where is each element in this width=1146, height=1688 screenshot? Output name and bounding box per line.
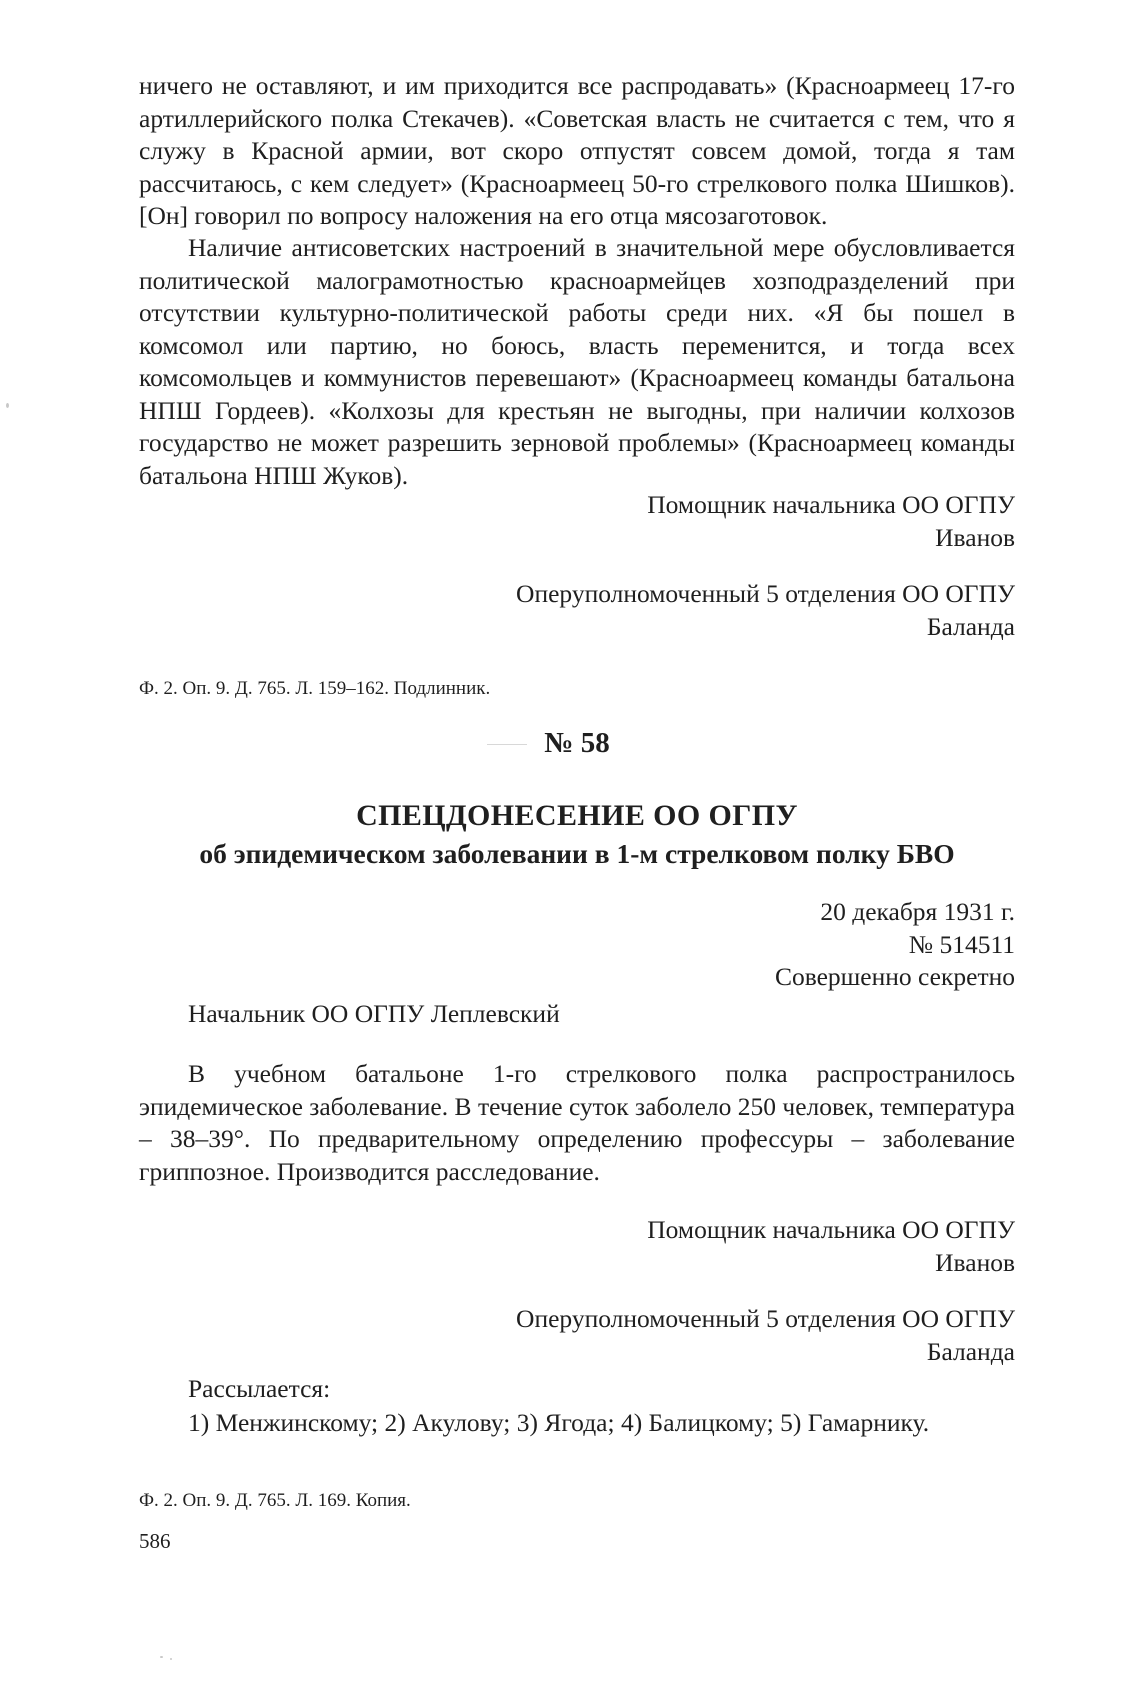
distribution-label: Рассылается: <box>188 1374 331 1403</box>
scan-speck <box>160 1656 163 1658</box>
signature-name: Иванов <box>935 1248 1015 1277</box>
document-meta <box>775 896 1015 994</box>
addressee: Начальник ОО ОГПУ Леплевский <box>188 999 560 1028</box>
archive-source-note: Ф. 2. Оп. 9. Д. 765. Л. 169. Копия. <box>139 1490 411 1511</box>
signature-block-operative <box>516 577 1015 643</box>
document-date: 20 декабря 1931 г. <box>820 897 1015 926</box>
document-subtitle: об эпидемическом заболевании в 1-м стрелковом полку БВО <box>199 838 955 869</box>
signature-title: Помощник начальника ОО ОГПУ <box>647 1215 1015 1244</box>
signature-title: Оперуполномоченный 5 отделения ОО ОГПУ <box>516 1304 1015 1333</box>
classification-stamp: Совершенно секретно <box>774 962 1015 991</box>
document-reference-number: № 514511 <box>908 929 1015 959</box>
scan-speck <box>6 403 9 408</box>
document-number: № 58 <box>544 727 610 759</box>
continued-paragraph: ничего не оставляют, и им приходится все распродавать» (Красноармеец 17-го артиллерийского полка Стекачев). «Советская власть не считается с тем, что я служу в Красной армии, вот скоро отпустят совсем домой, тогда я там рассчитаюсь, с кем следует» (Красноармеец 50-го стрелкового полка Шишков). [Он] говорил по вопросу наложения на его отца мясозаготовок. <box>139 71 1015 230</box>
signature-block-operative <box>516 1302 1015 1368</box>
page-number: 586 <box>139 1529 171 1553</box>
distribution-block <box>188 1372 929 1440</box>
paragraph-antisoviet-moods: Наличие антисоветских настроений в значительной мере обусловливается политической малограмотностью красноармейцев хозподразделений при отсутствии культурно-политической работы среди них. «Я бы пошел в комсомол или партию, но боюсь, власть переменится, и тогда всех комсомольцев и коммунистов перевешают» (Красноармеец команды батальона НПШ Гордеев). «Колхозы для крестьян не выгодны, при наличии колхозов государство не может разрешить зерновой проблемы» (Красноармеец команды батальона НПШ Жуков). <box>139 233 1015 490</box>
signature-title: Помощник начальника ОО ОГПУ <box>647 490 1015 519</box>
signature-title: Оперуполномоченный 5 отделения ОО ОГПУ <box>516 579 1015 608</box>
document-title: СПЕЦДОНЕСЕНИЕ ОО ОГПУ <box>356 799 798 832</box>
signature-block-assistant-chief <box>647 1213 1015 1279</box>
report-body: В учебном батальоне 1-го стрелкового полка распространилось эпидемическое заболевание. В течение суток заболело 250 человек, температура – 38–39°. По предварительному определению профессуры – заболевание гриппозное. Производится расследование. <box>139 1059 1015 1186</box>
signature-name: Иванов <box>935 523 1015 552</box>
signature-name: Баланда <box>926 1337 1015 1366</box>
scan-speck <box>170 1658 172 1660</box>
signature-name: Баланда <box>926 612 1015 641</box>
distribution-list: 1) Менжинскому; 2) Акулову; 3) Ягода; 4) Балицкому; 5) Гамарнику. <box>188 1408 930 1437</box>
signature-block-assistant-chief <box>647 488 1015 554</box>
archive-source-note: Ф. 2. Оп. 9. Д. 765. Л. 159–162. Подлинник. <box>139 678 491 699</box>
